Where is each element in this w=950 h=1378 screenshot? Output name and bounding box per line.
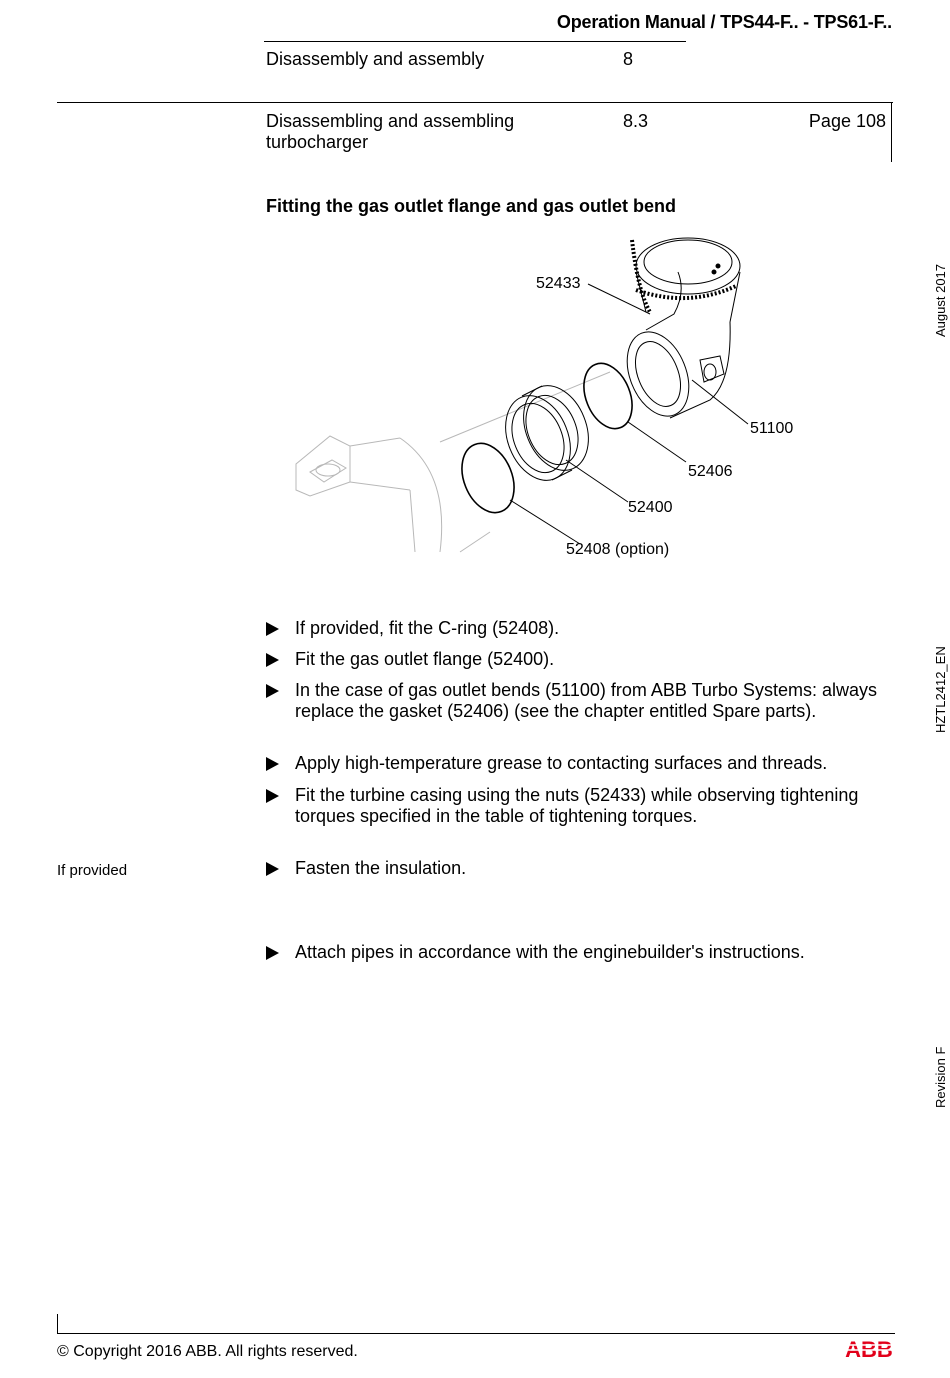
section-title: Disassembling and assembling turbocharger — [266, 111, 515, 152]
leader-cring — [510, 500, 580, 544]
step-item: If provided, fit the C-ring (52408). — [266, 618, 898, 639]
step-item: Fit the gas outlet flange (52400). — [266, 649, 898, 670]
footer-rule — [57, 1333, 895, 1334]
bullet-triangle-icon — [266, 789, 279, 803]
exploded-assembly-figure — [290, 232, 820, 558]
step-item: Apply high-temperature grease to contacting surfaces and threads. — [266, 753, 898, 774]
callout-52406: 52406 — [688, 463, 733, 480]
bullet-triangle-icon — [266, 653, 279, 667]
page-label: Page 108 — [808, 111, 886, 131]
callout-52400: 52400 — [628, 499, 673, 516]
footer-rule-vertical — [57, 1314, 58, 1334]
header-rule-middle — [57, 102, 893, 103]
nuts-chain — [632, 240, 650, 312]
abb-logo-text: ABB — [845, 1337, 893, 1361]
turbine-casing-outline — [296, 372, 610, 552]
copyright: © Copyright 2016 ABB. All rights reserved. — [57, 1343, 358, 1360]
leader-flange — [566, 460, 628, 502]
callout-52433: 52433 — [536, 275, 581, 292]
header-rule-vertical — [891, 102, 892, 162]
step-item: Fasten the insulation. — [266, 858, 898, 879]
chapter-number: 8 — [623, 49, 634, 69]
side-revision: Revision F — [933, 1046, 948, 1108]
bullet-triangle-icon — [266, 622, 279, 636]
callout-52408: 52408 (option) — [566, 541, 670, 558]
step-item: Attach pipes in accordance with the enginebuilder's instructions. — [266, 942, 898, 963]
side-doc-id: HZTL2412_EN — [933, 646, 948, 733]
bullet-triangle-icon — [266, 684, 279, 698]
side-date: August 2017 — [933, 263, 948, 337]
bullet-triangle-icon — [266, 862, 279, 876]
margin-note: If provided — [57, 862, 128, 879]
c-ring — [452, 436, 523, 521]
section-number: 8.3 — [623, 111, 649, 131]
section-heading: Fitting the gas outlet flange and gas outlet bend — [266, 196, 677, 216]
manual-title: Operation Manual / TPS44-F.. - TPS61-F.. — [556, 12, 892, 32]
callout-51100: 51100 — [750, 420, 794, 437]
leader-gasket — [628, 422, 686, 462]
bullet-triangle-icon — [266, 946, 279, 960]
header-rule-top — [264, 41, 686, 42]
chapter-title: Disassembly and assembly — [266, 49, 485, 69]
step-item: Fit the turbine casing using the nuts (52433) while observing tightening torques specified in the table of tightening torques. — [266, 785, 898, 827]
bullet-triangle-icon — [266, 757, 279, 771]
step-item: In the case of gas outlet bends (51100) from ABB Turbo Systems: always replace the gasket (52406) (see the chapter entitled Spare parts). — [266, 680, 898, 722]
abb-logo — [843, 1337, 895, 1361]
